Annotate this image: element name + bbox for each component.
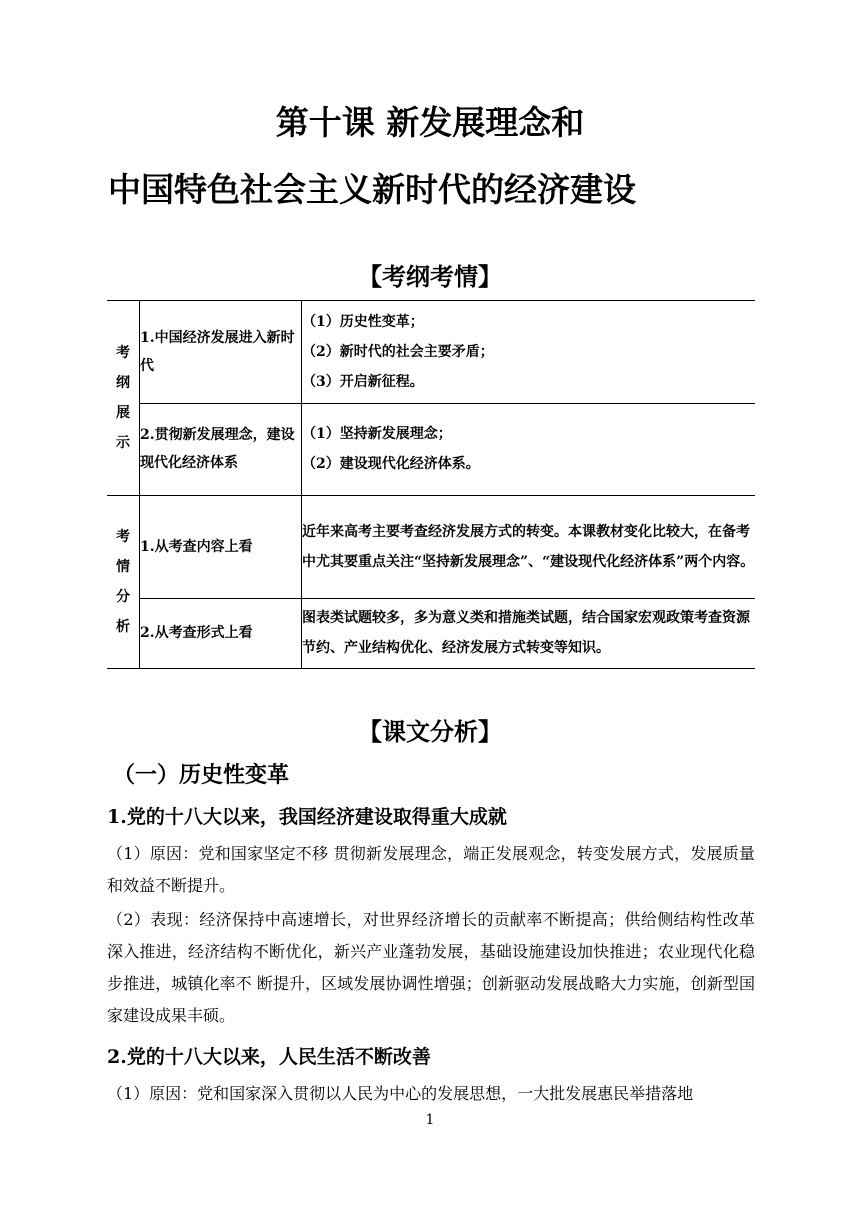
outline-topic: 2.贯彻新发展理念，建设现代化经济体系 <box>140 403 302 495</box>
outline-topic: 1.中国经济发展进入新时代 <box>140 301 302 404</box>
outline-items <box>302 403 756 495</box>
outline-item: （1）历史性变革； <box>302 313 424 330</box>
section-heading-outline: 【考纲考情】 <box>358 263 502 291</box>
page-number: 1 <box>425 1112 435 1128</box>
outline-items <box>302 301 756 404</box>
section-heading-analysis: 【课文分析】 <box>358 718 502 746</box>
document-title-line2: 中国特色社会主义新时代的经济建设 <box>108 170 636 209</box>
document-title-line1: 第十课 新发展理念和 <box>275 103 585 142</box>
analysis-topic: 1.从考查内容上看 <box>140 496 302 599</box>
outline-item: （2）建设现代化经济体系。 <box>302 456 480 473</box>
outline-item: （3）开启新征程。 <box>302 373 424 390</box>
analysis-topic: 2.从考查形式上看 <box>140 598 302 668</box>
analysis-text: 近年来高考主要考查经济发展方式的转变。本课教材变化比较大，在备考中尤其要重点关注“坚持新发展理念”、“建设现代化经济体系”两个内容。 <box>302 496 756 599</box>
subheading-1: 1.党的十八大以来，我国经济建设取得重大成就 <box>107 806 507 828</box>
paragraph: （2）表现：经济保持中高速增长，对世界经济增长的贡献率不断提高；供给侧结构性改革深入推进，经济结构不断优化，新兴产业蓬勃发展，基础设施建设加快推进；农业现代化稳步推进，城镇化率不 断提升，区域发展协调性增强；创新驱动发展战略大力实施，创新型国家建设成果丰硕。 <box>107 910 755 1025</box>
outline-item: （1）坚持新发展理念； <box>302 426 452 443</box>
subheading-2: 2.党的十八大以来，人民生活不断改善 <box>107 1046 431 1068</box>
group-label-outline: 考纲展示 <box>107 301 140 496</box>
group-label-analysis: 考情分析 <box>107 496 140 669</box>
analysis-text: 图表类试题较多，多为意义类和措施类试题，结合国家宏观政策考查资源节约、产业结构优化、经济发展方式转变等知识。 <box>302 598 756 668</box>
paragraph: （1）原因：党和国家深入贯彻以人民为中心的发展思想，一大批发展惠民举措落地 <box>107 1084 694 1103</box>
paragraph: （1）原因：党和国家坚定不移 贯彻新发展理念，端正发展观念，转变发展方式，发展质量和效益不断提升。 <box>107 844 755 895</box>
outline-table <box>107 300 755 669</box>
outline-item: （2）新时代的社会主要矛盾； <box>302 343 494 360</box>
heading-history: （一）历史性变革 <box>113 763 290 788</box>
